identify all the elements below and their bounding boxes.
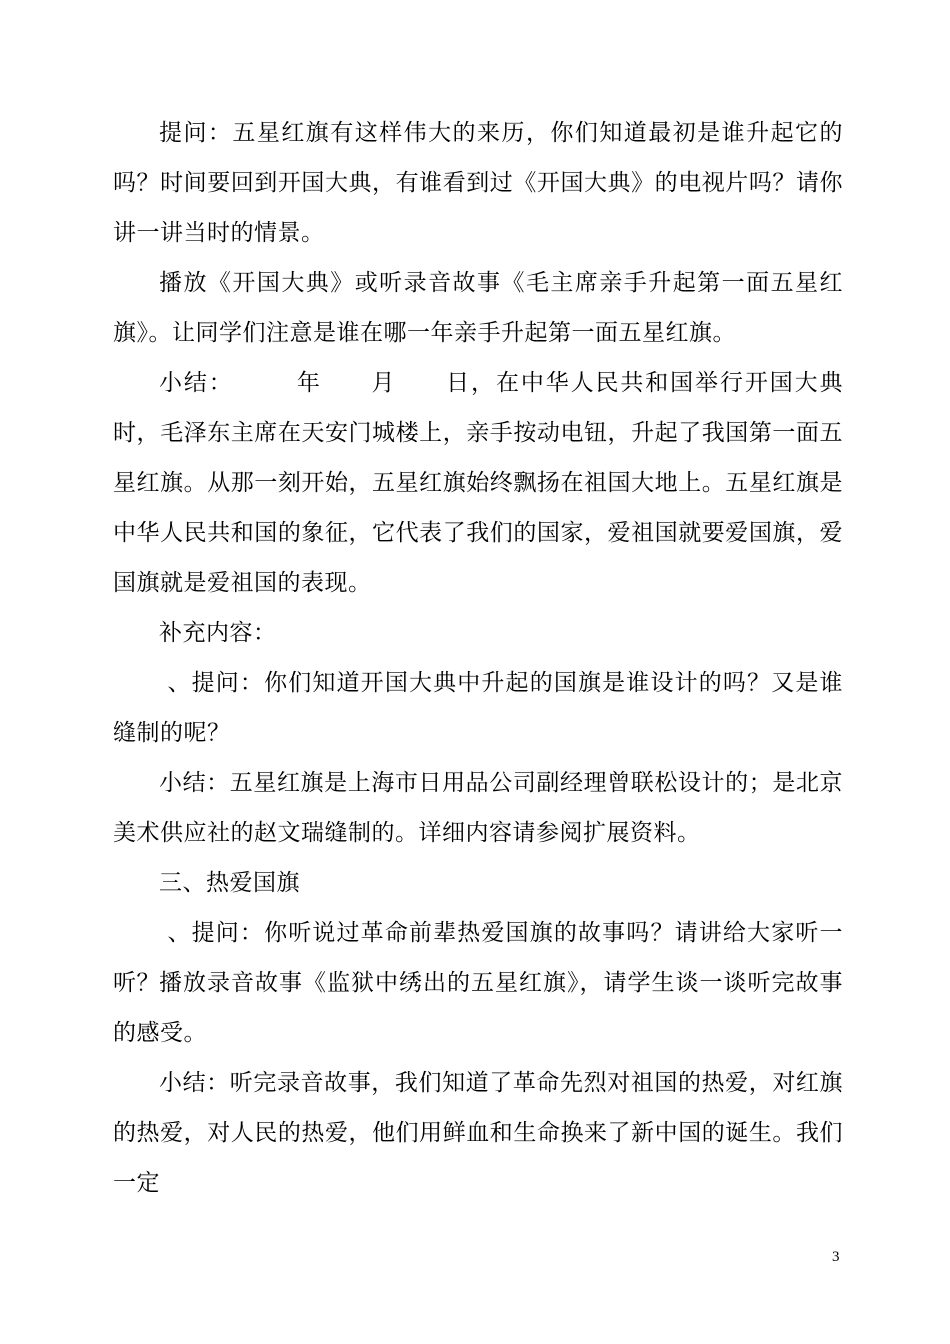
paragraph-question-flag-origin: 提问：五星红旗有这样伟大的来历，你们知道最初是谁升起它的吗？时间要回到开国大典，有谁看到过《开国大典》的电视片吗？请你讲一讲当时的情景。	[113, 120, 843, 246]
paragraph-summary-designer: 小结：五星红旗是上海市日用品公司副经理曾联松设计的；是北京美术供应社的赵文瑞缝制的。详细内容请参阅扩展资料。	[113, 770, 843, 846]
section-heading-love-flag: 三、热爱国旗	[159, 870, 300, 896]
paragraph-summary-first-flag: 小结： 年 月 日，在中华人民共和国举行开国大典时，毛泽东主席在天安门城楼上，亲手按动电钮，升起了我国第一面五星红旗。从那一刻开始，五星红旗始终飘扬在祖国大地上。五星红旗是中华人民共和国的象征，它代表了我们的国家，爱祖国就要爱国旗，爱国旗就是爱祖国的表现。	[113, 370, 843, 596]
paragraph-summary-martyrs: 小结：听完录音故事，我们知道了革命先烈对祖国的热爱，对红旗的热爱，对人民的热爱，他们用鲜血和生命换来了新中国的诞生。我们一定	[113, 1070, 843, 1196]
paragraph-question-designer: 、提问：你们知道开国大典中升起的国旗是谁设计的吗？又是谁缝制的呢？	[113, 670, 844, 746]
paragraph-play-prison-story: 播放录音故事《监狱中绣出的五星红旗》，请学生谈一谈听完故事的感受。	[113, 970, 843, 1046]
paragraph-supplement-heading: 补充内容：	[159, 620, 277, 646]
paragraph-play-ceremony: 播放《开国大典》或听录音故事《毛主席亲手升起第一面五星红旗》。让同学们注意是谁在哪一年亲手升起第一面五星红旗。	[113, 270, 843, 346]
paragraph-question-revolutionary-story: 、提问：你听说过革命前辈热爱国旗的故事吗？请讲给大家听一听？	[113, 920, 844, 996]
page-number: 3	[832, 1249, 840, 1265]
